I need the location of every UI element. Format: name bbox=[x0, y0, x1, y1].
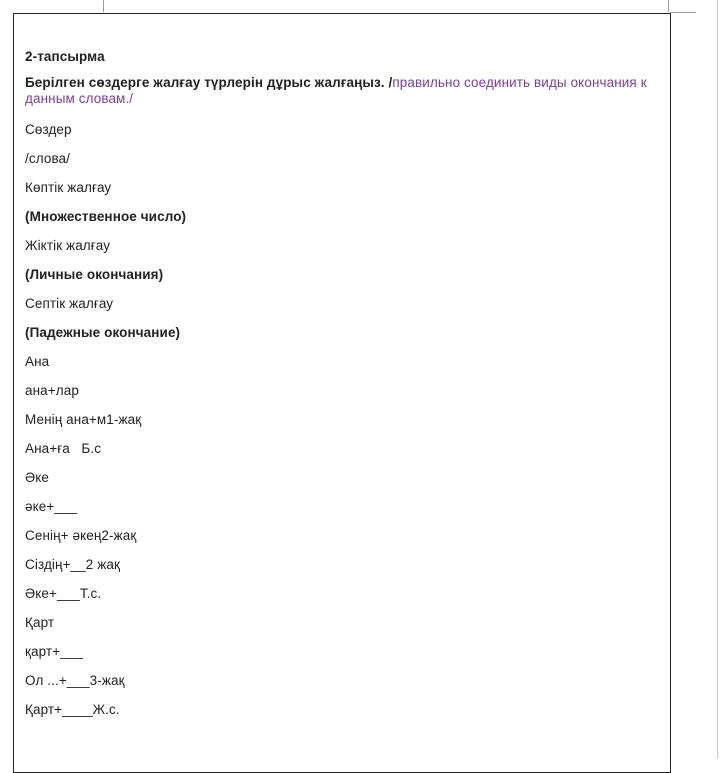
instruction-russian: правильно соединить виды окончания к данным словам./ bbox=[25, 75, 647, 106]
task-instruction bbox=[25, 75, 665, 107]
text-line-ana-case: Ана+ға Б.с bbox=[25, 441, 102, 456]
text-line-personal-ending-ru: (Личные окончания) bbox=[25, 267, 164, 282]
text-line-ana-personal: Менің ана+м1-жақ bbox=[25, 412, 142, 427]
text-line-ake-case: Әке+___Т.с. bbox=[25, 586, 102, 601]
text-line-personal-ending: Жіктік жалғау bbox=[25, 238, 111, 253]
text-line-plural-ending-ru: (Множественное число) bbox=[25, 209, 187, 224]
text-line-case-ending-ru: (Падежные окончание) bbox=[25, 325, 181, 340]
text-line-words-ru: /слова/ bbox=[25, 151, 71, 166]
text-line-case-ending: Септік жалғау bbox=[25, 296, 114, 311]
document-content bbox=[25, 47, 665, 729]
previous-page-edge-right bbox=[668, 0, 669, 12]
text-line-kart-case: Қарт+____Ж.с. bbox=[25, 702, 120, 717]
text-line-ake: Әке bbox=[25, 470, 50, 485]
text-line-ake-personal-2-polite: Сіздің+__2 жақ bbox=[25, 557, 120, 572]
text-line-words: Сөздер bbox=[25, 122, 72, 137]
scroll-edge bbox=[717, 0, 718, 759]
instruction-kazakh: Берілген сөздерге жалғау түрлерін дұрыс жалғаңыз. / bbox=[25, 75, 393, 90]
text-line-kart: Қарт bbox=[25, 615, 55, 630]
previous-page-rule bbox=[670, 12, 696, 13]
text-line-ana: Ана bbox=[25, 354, 50, 369]
text-line-kart-personal-3: Ол ...+___3-жақ bbox=[25, 673, 125, 688]
previous-page-edge-left bbox=[103, 0, 104, 12]
text-line-plural-ending: Көптік жалғау bbox=[25, 180, 112, 195]
text-line-ake-personal-2: Сенің+ әкең2-жақ bbox=[25, 528, 137, 543]
text-line-kart-plural: қарт+___ bbox=[25, 644, 84, 659]
task-title: 2-тапсырма bbox=[25, 49, 105, 64]
text-line-ana-plural: ана+лар bbox=[25, 383, 79, 398]
text-line-ake-plural: әке+___ bbox=[25, 499, 78, 514]
